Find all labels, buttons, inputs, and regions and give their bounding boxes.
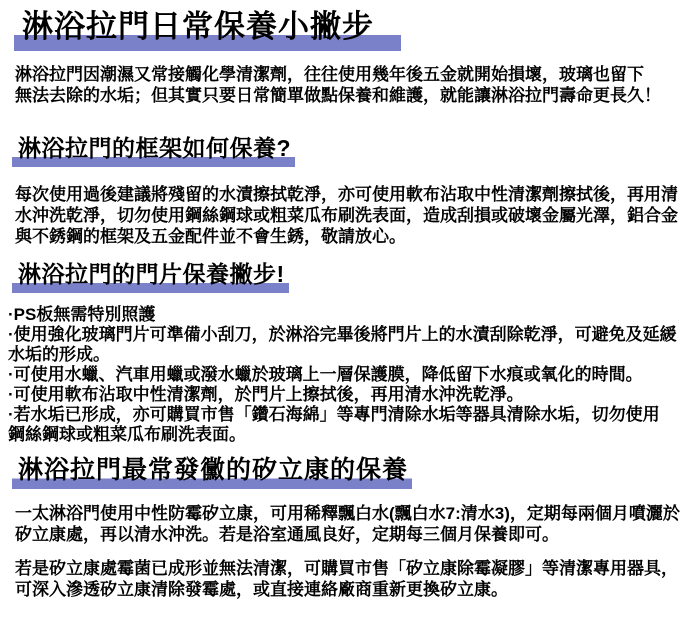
intro-line: 無法去除的水垢；但其實只要日常簡單做點保養和維護，就能讓淋浴拉門壽命更長久！	[15, 85, 661, 105]
section-heading-frame	[12, 134, 692, 167]
list-item-line: ·使用強化玻璃門片可準備小刮刀，於淋浴完畢後將門片上的水漬刮除乾淨，可避免及延緩	[8, 324, 677, 344]
page-title-highlight: 淋浴拉門日常保養小撇步	[14, 8, 401, 51]
list-item-line: ·若水垢已形成，亦可購買市售「鑽石海綿」等專門清除水垢等器具清除水垢，切勿使用	[8, 404, 660, 424]
section-heading-silicon	[12, 454, 692, 490]
list-item-line: ·可使用水蠟、汽車用蠟或潑水蠟於玻璃上一層保護膜，降低留下水痕或氧化的時間。	[8, 364, 643, 384]
list-item	[8, 385, 692, 405]
silicon-paragraph-1	[15, 503, 692, 545]
list-item-line: ·可使用軟布沾取中性清潔劑，於門片上擦拭後，再用清水沖洗乾淨。	[8, 384, 524, 404]
panel-tips-list	[8, 305, 692, 445]
list-item	[8, 305, 692, 325]
frame-paragraph	[15, 184, 692, 247]
paragraph-line: 與不銹鋼的框架及五金配件並不會生銹，敬請放心。	[15, 226, 406, 246]
list-item-line: 鋼絲鋼球或粗菜瓜布刷洗表面。	[8, 424, 246, 444]
section-heading-highlight: 淋浴拉門的框架如何保養?	[12, 134, 295, 167]
intro-paragraph	[15, 64, 692, 106]
section-heading-panel	[12, 260, 692, 293]
section-heading-highlight: 淋浴拉門最常發黴的矽立康的保養	[12, 454, 412, 490]
list-item	[8, 325, 692, 365]
intro-line: 淋浴拉門因潮濕又常接觸化學清潔劑，往往使用幾年後五金就開始損壞，玻璃也留下	[15, 64, 644, 84]
paragraph-line: 一太淋浴門使用中性防霉矽立康，可用稀釋飄白水(飄白水7:清水3)，定期每兩個月噴灑於	[15, 504, 680, 524]
list-item	[8, 405, 692, 445]
list-item	[8, 365, 692, 385]
paragraph-line: 矽立康處，再以清水沖洗。若是浴室通風良好，定期每三個月保養即可。	[15, 525, 559, 545]
paragraph-line: 水沖洗乾淨，切勿使用鋼絲鋼球或粗菜瓜布刷洗表面，造成刮損或破壞金屬光澤，鋁合金	[15, 205, 678, 225]
page-title	[14, 8, 692, 51]
list-item-line: ·PS板無需特別照護	[8, 304, 156, 324]
paragraph-line: 可深入滲透矽立康清除發霉處，或直接連絡廠商重新更換矽立康。	[15, 580, 508, 600]
paragraph-line: 若是矽立康處霉菌已成形並無法清潔，可購買市售「矽立康除霉凝膠」等清潔專用器具，	[15, 559, 678, 579]
silicon-paragraph-2	[15, 558, 692, 600]
list-item-line: 水垢的形成。	[8, 344, 110, 364]
section-heading-highlight: 淋浴拉門的門片保養撇步!	[12, 260, 289, 293]
paragraph-line: 每次使用過後建議將殘留的水漬擦拭乾淨，亦可使用軟布沾取中性清潔劑擦拭後，再用清	[15, 184, 678, 204]
